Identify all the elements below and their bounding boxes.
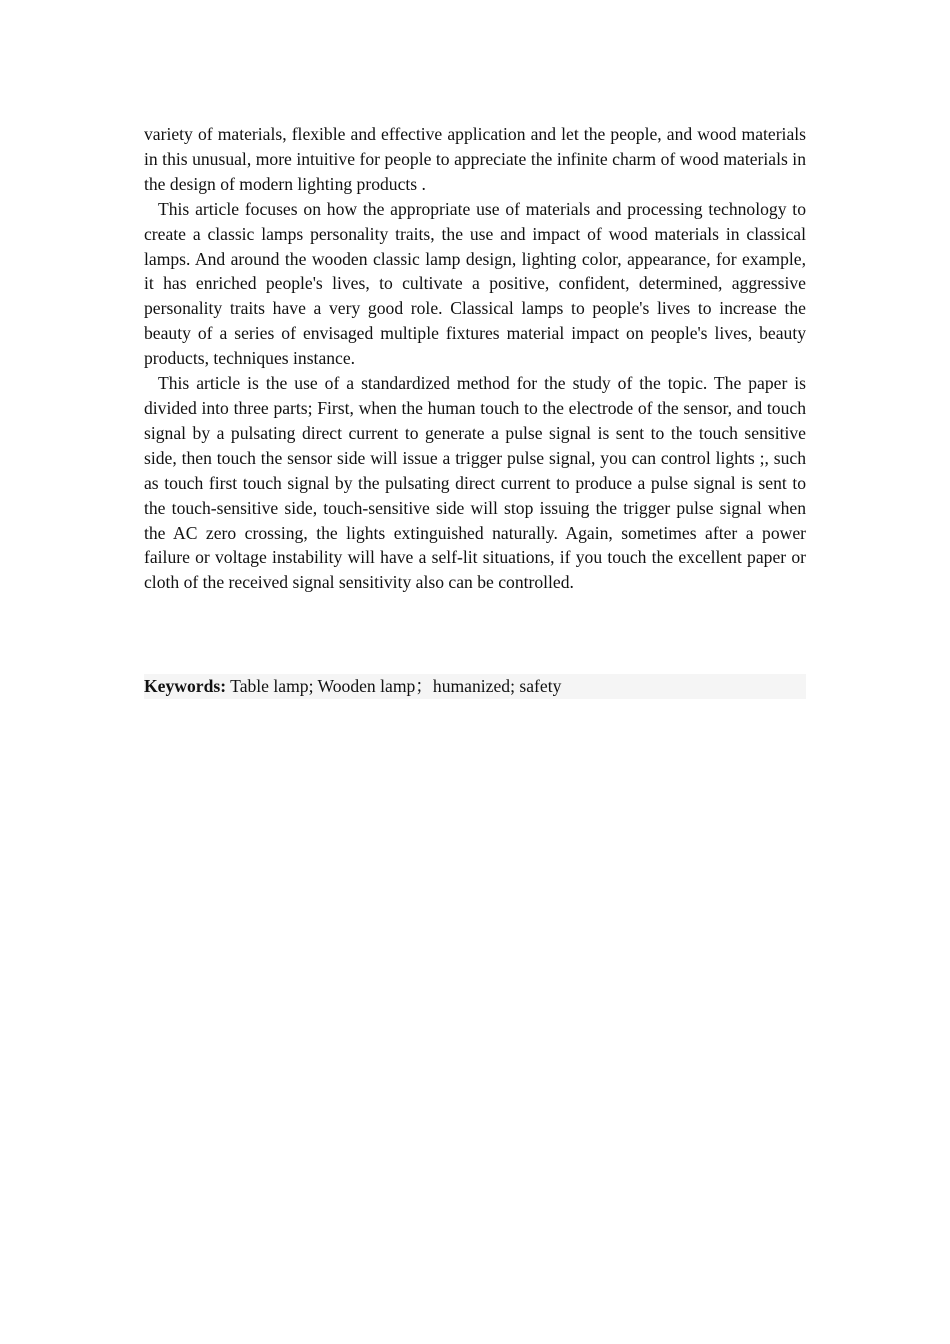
keywords-line [144, 674, 806, 699]
keywords-value: Table lamp; Wooden lamp；humanized; safety [226, 676, 562, 697]
section-spacer [144, 595, 806, 674]
paragraph-method: This article is the use of a standardized method for the study of the topic. The paper is divided into three parts; First, when the human touch to the electrode of the sensor, and touch signal by a pulsating direct current to generate a pulse signal is sent to the touch sensitive side, then touch the sensor side will issue a trigger pulse signal, you can control lights ;, such as touch first touch signal by the pulsating direct current to produce a pulse signal is sent to the touch-sensitive side, touch-sensitive side will stop issuing the trigger pulse signal when the AC zero crossing, the lights extinguished naturally. Again, sometimes after a power failure or voltage instability will have a self-lit situations, if you touch the excellent paper or cloth of the received signal sensitivity also can be controlled. [144, 373, 806, 593]
keywords-label: Keywords: [144, 676, 227, 697]
paragraph-continuation: variety of materials, flexible and effective application and let the people, and wood materials in this unusual, more intuitive for people to appreciate the infinite charm of wood materials in the design of modern lighting products . [144, 124, 806, 194]
document-page [144, 122, 806, 699]
paragraph-article-focus: This article focuses on how the appropriate use of materials and processing technology to create a classic lamps personality traits, the use and impact of wood materials in classical lamps. And around the wooden classic lamp design, lighting color, appearance, for example, it has enriched people's lives, to cultivate a positive, confident, determined, aggressive personality traits have a very good role. Classical lamps to people's lives to increase the beauty of a series of envisaged multiple fixtures material impact on people's lives, beauty products, techniques instance. [144, 198, 806, 369]
